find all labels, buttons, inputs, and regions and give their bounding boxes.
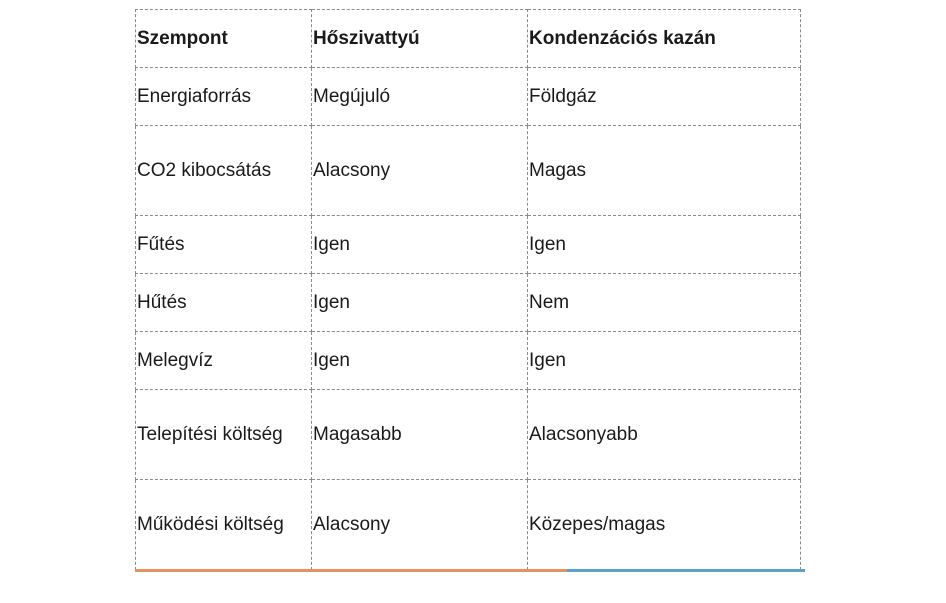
heat-pump-value: Magasabb (312, 390, 528, 480)
heat-pump-value: Igen (312, 216, 528, 274)
accent-underline (135, 569, 805, 572)
boiler-value: Földgáz (528, 68, 801, 126)
comparison-table (135, 9, 801, 570)
boiler-value: Közepes/magas (528, 480, 801, 570)
table-row (136, 68, 801, 126)
table-row (136, 126, 801, 216)
heat-pump-value: Igen (312, 274, 528, 332)
header-cell-heat-pump: Hőszivattyú (312, 10, 528, 68)
boiler-value: Alacsonyabb (528, 390, 801, 480)
accent-underline-orange (135, 569, 567, 572)
table-row (136, 332, 801, 390)
row-label: Melegvíz (136, 332, 312, 390)
table-row (136, 216, 801, 274)
row-label: Fűtés (136, 216, 312, 274)
row-label: Energiaforrás (136, 68, 312, 126)
boiler-value: Igen (528, 216, 801, 274)
table-header-row (136, 10, 801, 68)
accent-underline-blue (567, 569, 805, 572)
header-cell-condensing-boiler: Kondenzációs kazán (528, 10, 801, 68)
table-row (136, 274, 801, 332)
header-cell-criterion: Szempont (136, 10, 312, 68)
row-label: Telepítési költség (136, 390, 312, 480)
boiler-value: Nem (528, 274, 801, 332)
boiler-value: Magas (528, 126, 801, 216)
table-row (136, 480, 801, 570)
heat-pump-value: Igen (312, 332, 528, 390)
row-label: CO2 kibocsátás (136, 126, 312, 216)
row-label: Hűtés (136, 274, 312, 332)
heat-pump-value: Megújuló (312, 68, 528, 126)
table-row (136, 390, 801, 480)
heat-pump-value: Alacsony (312, 126, 528, 216)
boiler-value: Igen (528, 332, 801, 390)
heat-pump-value: Alacsony (312, 480, 528, 570)
row-label: Működési költség (136, 480, 312, 570)
